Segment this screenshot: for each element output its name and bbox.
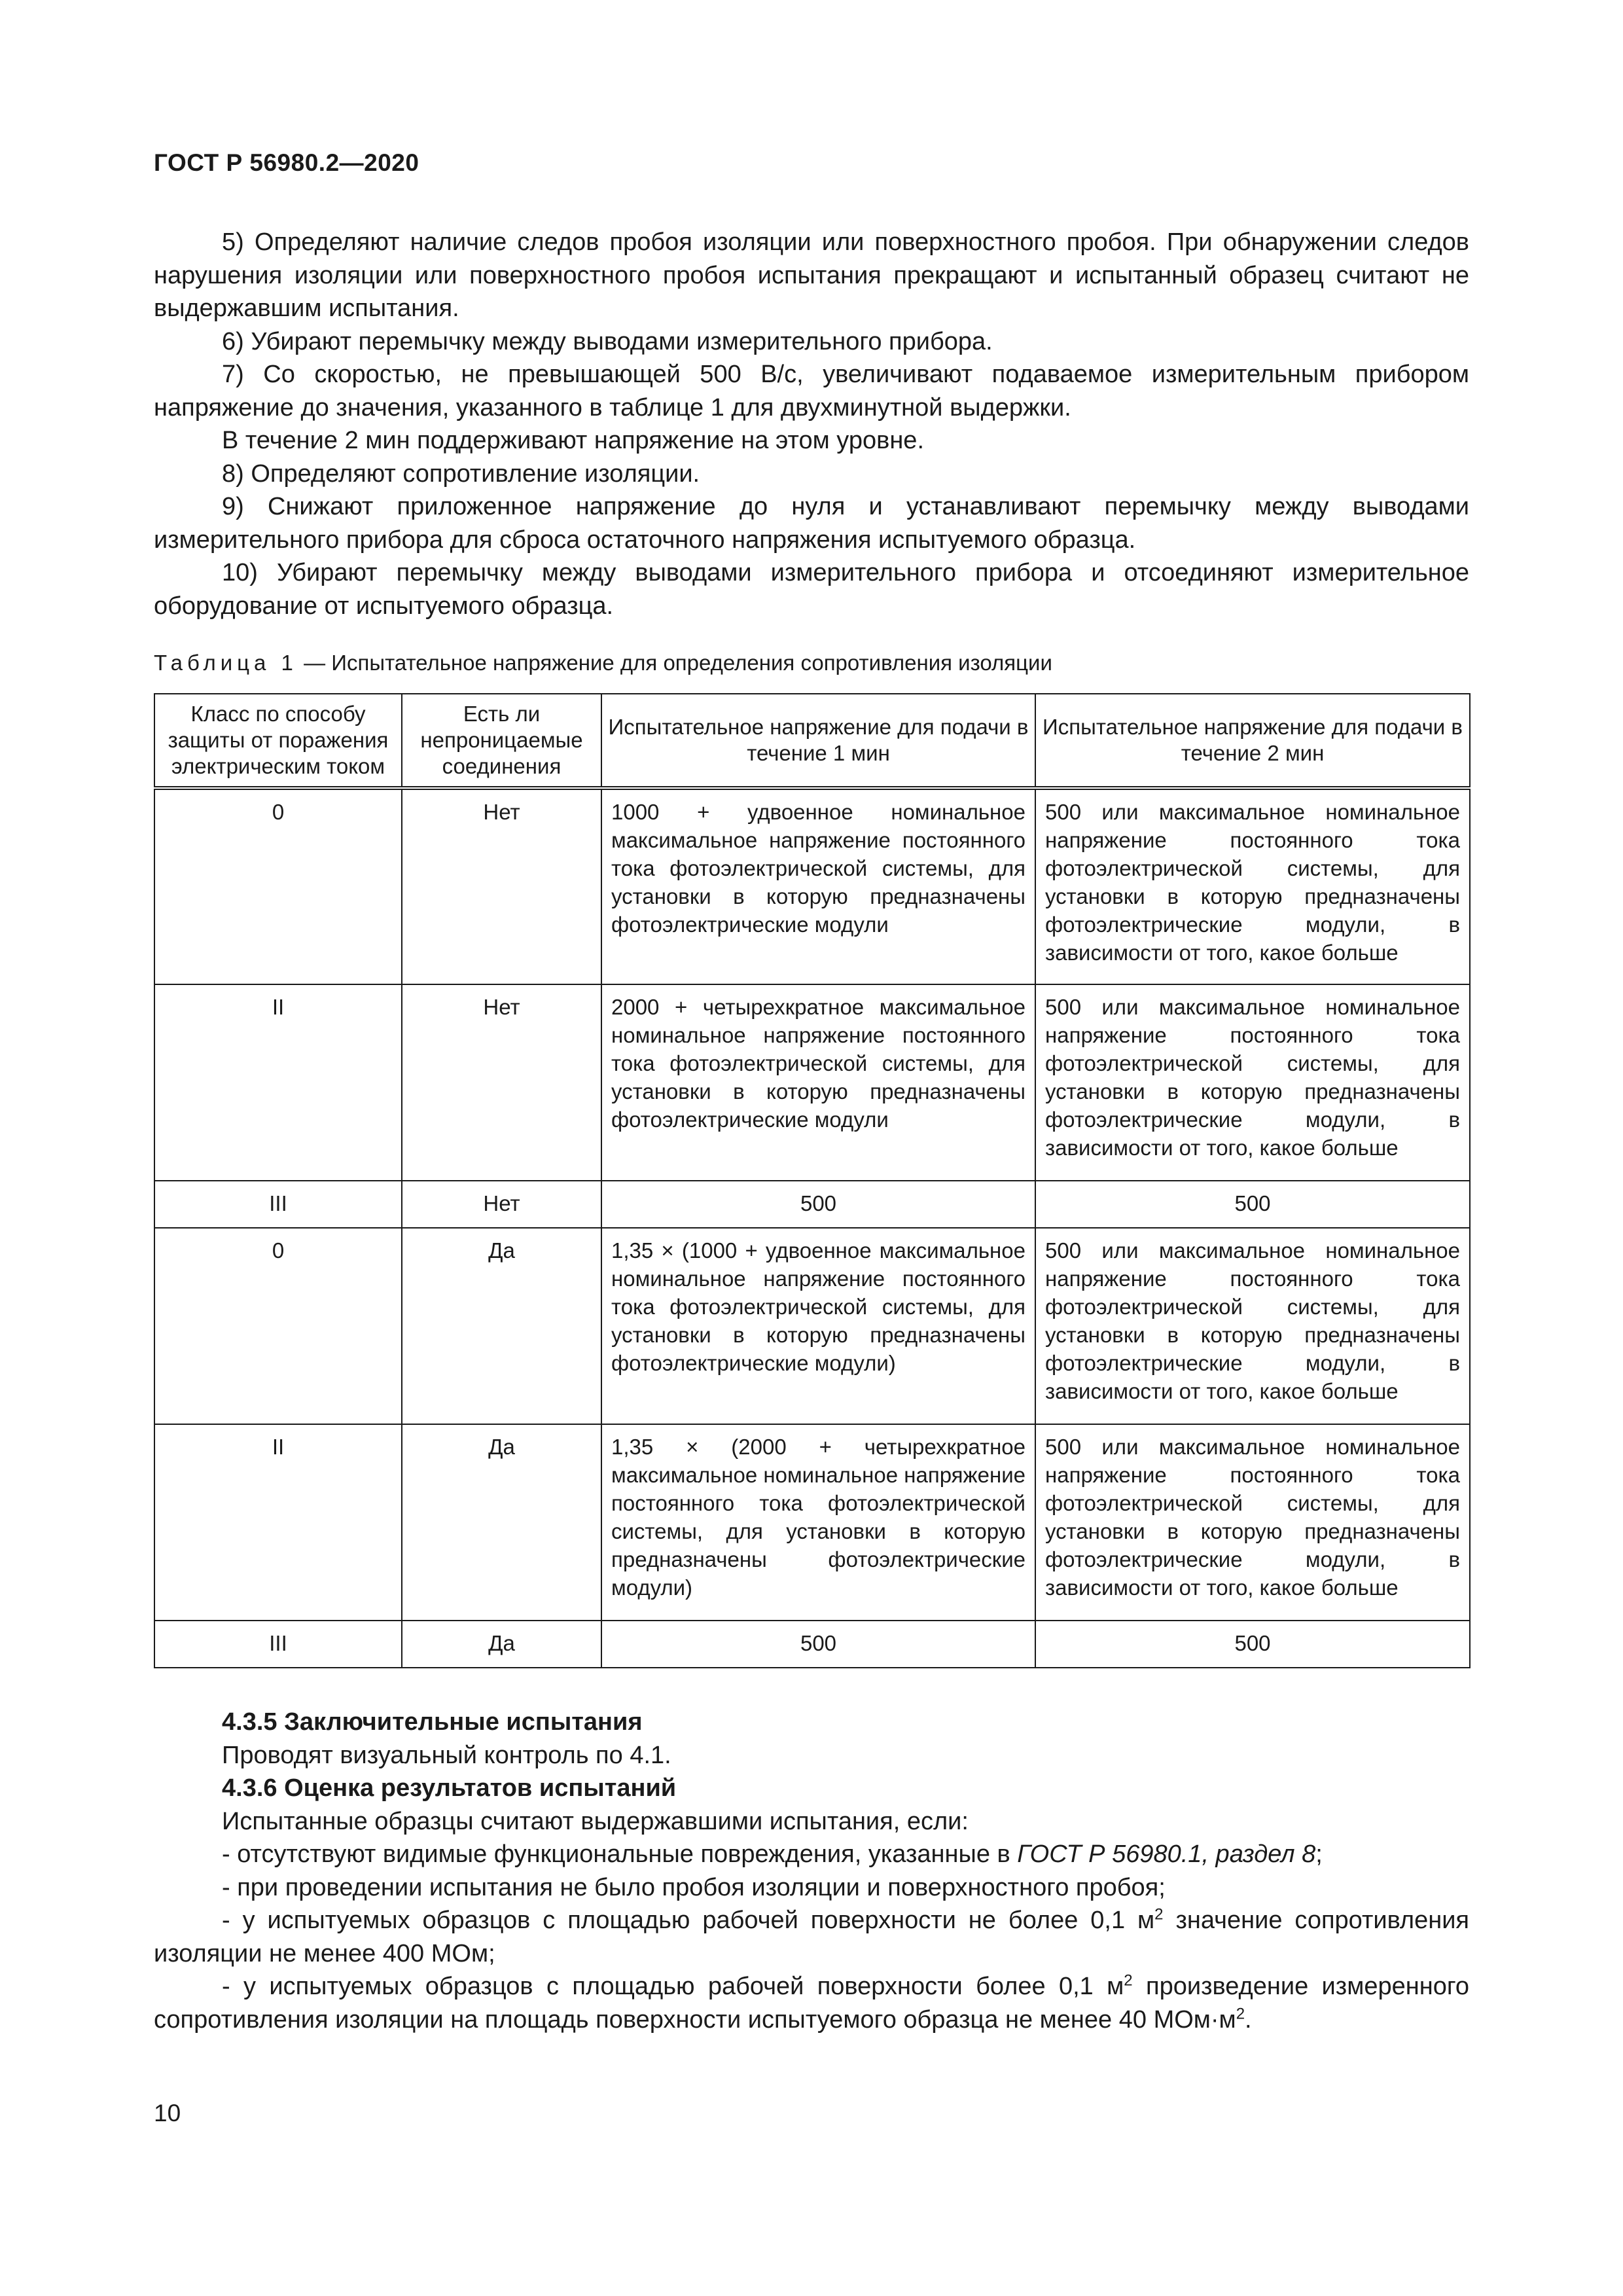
- criterion-2: - при проведении испытания не было пробоя изоляции и поверхностного пробоя;: [222, 1873, 1166, 1901]
- section-4-3-5-text: Проводят визуальный контроль по 4.1.: [222, 1741, 671, 1769]
- header-sealed: Есть ли непроницаемые соединения: [402, 694, 601, 788]
- header-1min: Испытательное напряжение для подачи в течение 1 мин: [601, 694, 1035, 788]
- criterion-4-sup: 2: [1124, 1971, 1133, 1990]
- table-row: [154, 1424, 1470, 1621]
- step-8: 8) Определяют сопротивление изоляции.: [222, 459, 700, 488]
- criterion-4-text-b: произведение измеренного сопротивления изоляции на площадь поверхности испытуемого образца не менее 40 МОм·м: [154, 1973, 1469, 2034]
- cell-class: II: [154, 984, 402, 1181]
- cell-voltage-1min: 500: [601, 1181, 1035, 1228]
- table-caption: [154, 650, 1052, 676]
- cell-voltage-1min: 1,35 × (1000 + удвоенное максимальное номинальное напряжение постоянного тока фотоэлектрической системы, для установки в которую предназначены фотоэлектрические модули): [601, 1228, 1035, 1424]
- cell-voltage-1min: 1,35 × (2000 + четырехкратное максимальное номинальное напряжение постоянного тока фотоэлектрической системы, для установки в которую предназначены фотоэлектрические модули): [601, 1424, 1035, 1621]
- table-caption-label: Таблица 1: [154, 651, 298, 675]
- doc-header: ГОСТ Р 56980.2—2020: [154, 149, 419, 176]
- header-2min: Испытательное напряжение для подачи в течение 2 мин: [1035, 694, 1470, 788]
- section-4-3-5-title: 4.3.5 Заключительные испытания: [222, 1708, 643, 1736]
- step-5: 5) Определяют наличие следов пробоя изоляции или поверхностного пробоя. При обнаружении следов нарушения изоляции или поверхностного пробоя испытания прекращают и испытанный образец считают не выдержавшим испытания.: [154, 228, 1469, 322]
- cell-voltage-2min: 500: [1035, 1181, 1470, 1228]
- cell-voltage-2min: 500 или максимальное номинальное напряжение постоянного тока фотоэлектрической системы, для установки в которую предназначены фотоэлектрические модули, в зависимости от того, какое больше: [1035, 1228, 1470, 1424]
- criterion-3: [154, 1904, 1469, 1970]
- table-row: [154, 788, 1470, 984]
- criterion-4: [154, 1970, 1469, 2036]
- cell-voltage-2min: 500 или максимальное номинальное напряжение постоянного тока фотоэлектрической системы, для установки в которую предназначены фотоэлектрические модули, в зависимости от того, какое больше: [1035, 984, 1470, 1181]
- procedure-steps: [154, 226, 1469, 622]
- criterion-4-sup2: 2: [1236, 2004, 1245, 2022]
- table-row: [154, 1621, 1470, 1668]
- cell-sealed: Нет: [402, 788, 601, 984]
- criterion-1-ref: ГОСТ Р 56980.1, раздел 8: [1017, 1840, 1316, 1868]
- criterion-1: [154, 1838, 1469, 1871]
- table-header-row: [154, 694, 1470, 788]
- cell-sealed: Да: [402, 1228, 601, 1424]
- table-caption-text: — Испытательное напряжение для определения сопротивления изоляции: [304, 651, 1052, 675]
- criterion-4-end: .: [1245, 2005, 1252, 2034]
- criterion-3-text-a: - у испытуемых образцов с площадью рабочей поверхности не более 0,1 м: [222, 1907, 1155, 1934]
- voltage-table: [154, 693, 1471, 1668]
- cell-voltage-1min: 1000 + удвоенное номинальное максимальное напряжение постоянного тока фотоэлектрической системы, для установки в которую предназначены фотоэлектрические модули: [601, 788, 1035, 984]
- cell-voltage-2min: 500: [1035, 1621, 1470, 1668]
- step-7-hold: В течение 2 мин поддерживают напряжение на этом уровне.: [222, 427, 924, 454]
- criterion-3-sup: 2: [1154, 1905, 1164, 1924]
- cell-voltage-2min: 500 или максимальное номинальное напряжение постоянного тока фотоэлектрической системы, для установки в которую предназначены фотоэлектрические модули, в зависимости от того, какое больше: [1035, 1424, 1470, 1621]
- criterion-3-text-b: значение сопротивления изоляции не менее 400 МОм;: [154, 1907, 1469, 1967]
- table-row: [154, 1228, 1470, 1424]
- cell-sealed: Нет: [402, 1181, 601, 1228]
- page-number: 10: [154, 2100, 181, 2126]
- step-7: 7) Со скоростью, не превышающей 500 В/с, увеличивают подаваемое измерительным прибором напряжение до значения, указанного в таблице 1 для двухминутной выдержки.: [154, 361, 1469, 422]
- cell-class: 0: [154, 1228, 402, 1424]
- section-4-3-6-intro: Испытанные образцы считают выдержавшими испытания, если:: [222, 1807, 969, 1835]
- cell-class: 0: [154, 788, 402, 984]
- cell-class: II: [154, 1424, 402, 1621]
- table-row: [154, 1181, 1470, 1228]
- criterion-1-text: - отсутствуют видимые функциональные повреждения, указанные в: [222, 1840, 1010, 1868]
- step-6: 6) Убирают перемычку между выводами измерительного прибора.: [222, 327, 993, 355]
- header-class: Класс по способу защиты от поражения электрическим током: [154, 694, 402, 788]
- step-9: 9) Снижают приложенное напряжение до нуля и устанавливают перемычку между выводами измерительного прибора для сброса остаточного напряжения испытуемого образца.: [154, 493, 1469, 554]
- criterion-1-end: ;: [1315, 1840, 1323, 1868]
- section-4-3-6-title: 4.3.6 Оценка результатов испытаний: [222, 1774, 677, 1802]
- table-row: [154, 984, 1470, 1181]
- criterion-4-text-a: - у испытуемых образцов с площадью рабочей поверхности более 0,1 м: [222, 1973, 1124, 2000]
- cell-sealed: Да: [402, 1424, 601, 1621]
- cell-class: III: [154, 1621, 402, 1668]
- results-sections: [154, 1706, 1469, 2036]
- step-10: 10) Убирают перемычку между выводами измерительного прибора и отсоединяют измерительное оборудование от испытуемого образца.: [154, 559, 1469, 620]
- cell-voltage-1min: 2000 + четырехкратное максимальное номинальное напряжение постоянного тока фотоэлектрической системы, для установки в которую предназначены фотоэлектрические модули: [601, 984, 1035, 1181]
- cell-class: III: [154, 1181, 402, 1228]
- cell-voltage-1min: 500: [601, 1621, 1035, 1668]
- cell-sealed: Да: [402, 1621, 601, 1668]
- cell-voltage-2min: 500 или максимальное номинальное напряжение постоянного тока фотоэлектрической системы, для установки в которую предназначены фотоэлектрические модули, в зависимости от того, какое больше: [1035, 788, 1470, 984]
- cell-sealed: Нет: [402, 984, 601, 1181]
